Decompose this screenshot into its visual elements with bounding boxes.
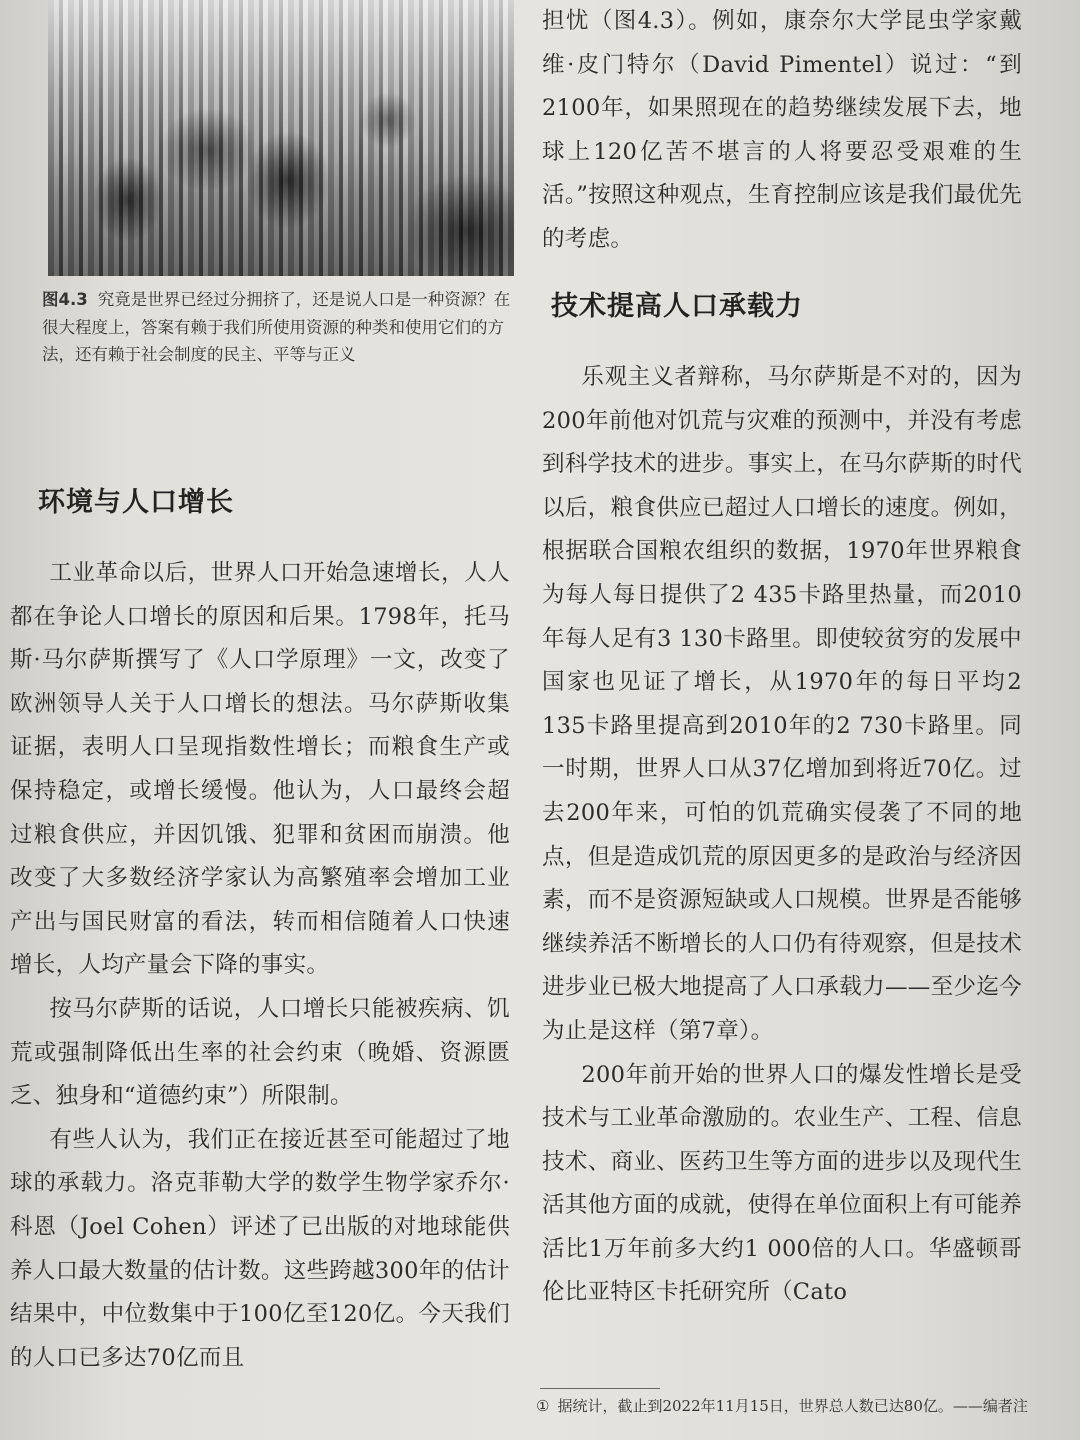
paragraph-continued: 担忧（图4.3）。例如，康奈尔大学昆虫学家戴维·皮门特尔（David Pimentel）说过：“到2100年，如果照现在的趋势继续发展下去，地球上120亿苦不堪言的人将要忍受艰难的生活。”按照这种观点，生育控制应该是我们最优先的考虑。 — [542, 8, 1022, 252]
section-heading-technology: 技术提高人口承载力 — [551, 291, 803, 322]
footnote-divider — [540, 1388, 660, 1389]
paragraph: 乐观主义者辩称，马尔萨斯是不对的，因为200年前他对饥荒与灾难的预测中，并没有考虑到科学技术的进步。事实上，在马尔萨斯的时代以后，粮食供应已超过人口增长的速度。例如，根据联合国粮农组织的数据，1970年世界粮食为每人每日提供了2 435卡路里热量，而2010年每人足有3 130卡路里。即使较贫穷的发展中国家也见证了增长，从1970年的每日平均2 135卡路里提高到2010年的2 730卡路里。同一时期，世界人口从37亿增加到将近70亿。过去200年来，可怕的饥荒确实侵袭了不同的地点，但是造成饥荒的原因更多的是政治与经济因素，而不是资源短缺或人口规模。世界是否能够继续养活不断增长的人口仍有待观察，但是技术进步业已极大地提高了人口承载力——至少迄今为止是这样（第7章）。 — [542, 364, 1022, 1044]
footnote — [536, 1394, 1036, 1418]
crowd-photo — [48, 0, 514, 276]
paragraph: 工业革命以后，世界人口开始急速增长，人人都在争论人口增长的原因和后果。1798年，托马斯·马尔萨斯撰写了《人口学原理》一文，改变了欧洲领导人关于人口增长的想法。马尔萨斯收集证据，表明人口呈现指数性增长；而粮食生产或保持稳定，或增长缓慢。他认为，人口最终会超过粮食供应，并因饥饿、犯罪和贫困而崩溃。他改变了大多数经济学家认为高繁殖率会增加工业产出与国民财富的看法，转而相信随着人口快速增长，人均产量会下降的事实。 — [10, 560, 510, 979]
left-column — [10, 552, 510, 1380]
paragraph: 200年前开始的世界人口的爆发性增长是受技术与工业革命激励的。农业生产、工程、信息技术、商业、医药卫生等方面的进步以及现代生活其他方面的成就，使得在单位面积上有可能养活比1万年前多大约1 000倍的人口。华盛顿哥伦比亚特区卡托研究所（Cato — [542, 1061, 1022, 1306]
figure-caption-text: 究竟是世界已经过分拥挤了，还是说人口是一种资源？在很大程度上，答案有赖于我们所使用资源的种类和使用它们的方法，还有赖于社会制度的民主、平等与正义 — [42, 290, 511, 364]
section-heading-environment: 环境与人口增长 — [38, 487, 234, 518]
right-column-body — [542, 356, 1022, 1315]
footnote-mark: ① — [536, 1397, 550, 1415]
right-column-top — [542, 0, 1022, 262]
paragraph: 按马尔萨斯的话说，人口增长只能被疾病、饥荒或强制降低出生率的社会约束（晚婚、资源匮乏、独身和“道德约束”）所限制。 — [10, 995, 510, 1110]
figure-caption — [42, 286, 516, 369]
figure-label: 图4.3 — [42, 290, 88, 309]
footnote-text: 据统计，截止到2022年11月15日，世界总人数已达80亿。——编者注 — [557, 1397, 1028, 1415]
paragraph: 有些人认为，我们正在接近甚至可能超过了地球的承载力。洛克菲勒大学的数学生物学家乔尔·科恩（Joel Cohen）评述了已出版的对地球能供养人口最大数量的估计数。这些跨越300年的估计结果中，中位数集中于100亿至120亿。今天我们的人口已多达70亿而且 — [10, 1126, 510, 1371]
